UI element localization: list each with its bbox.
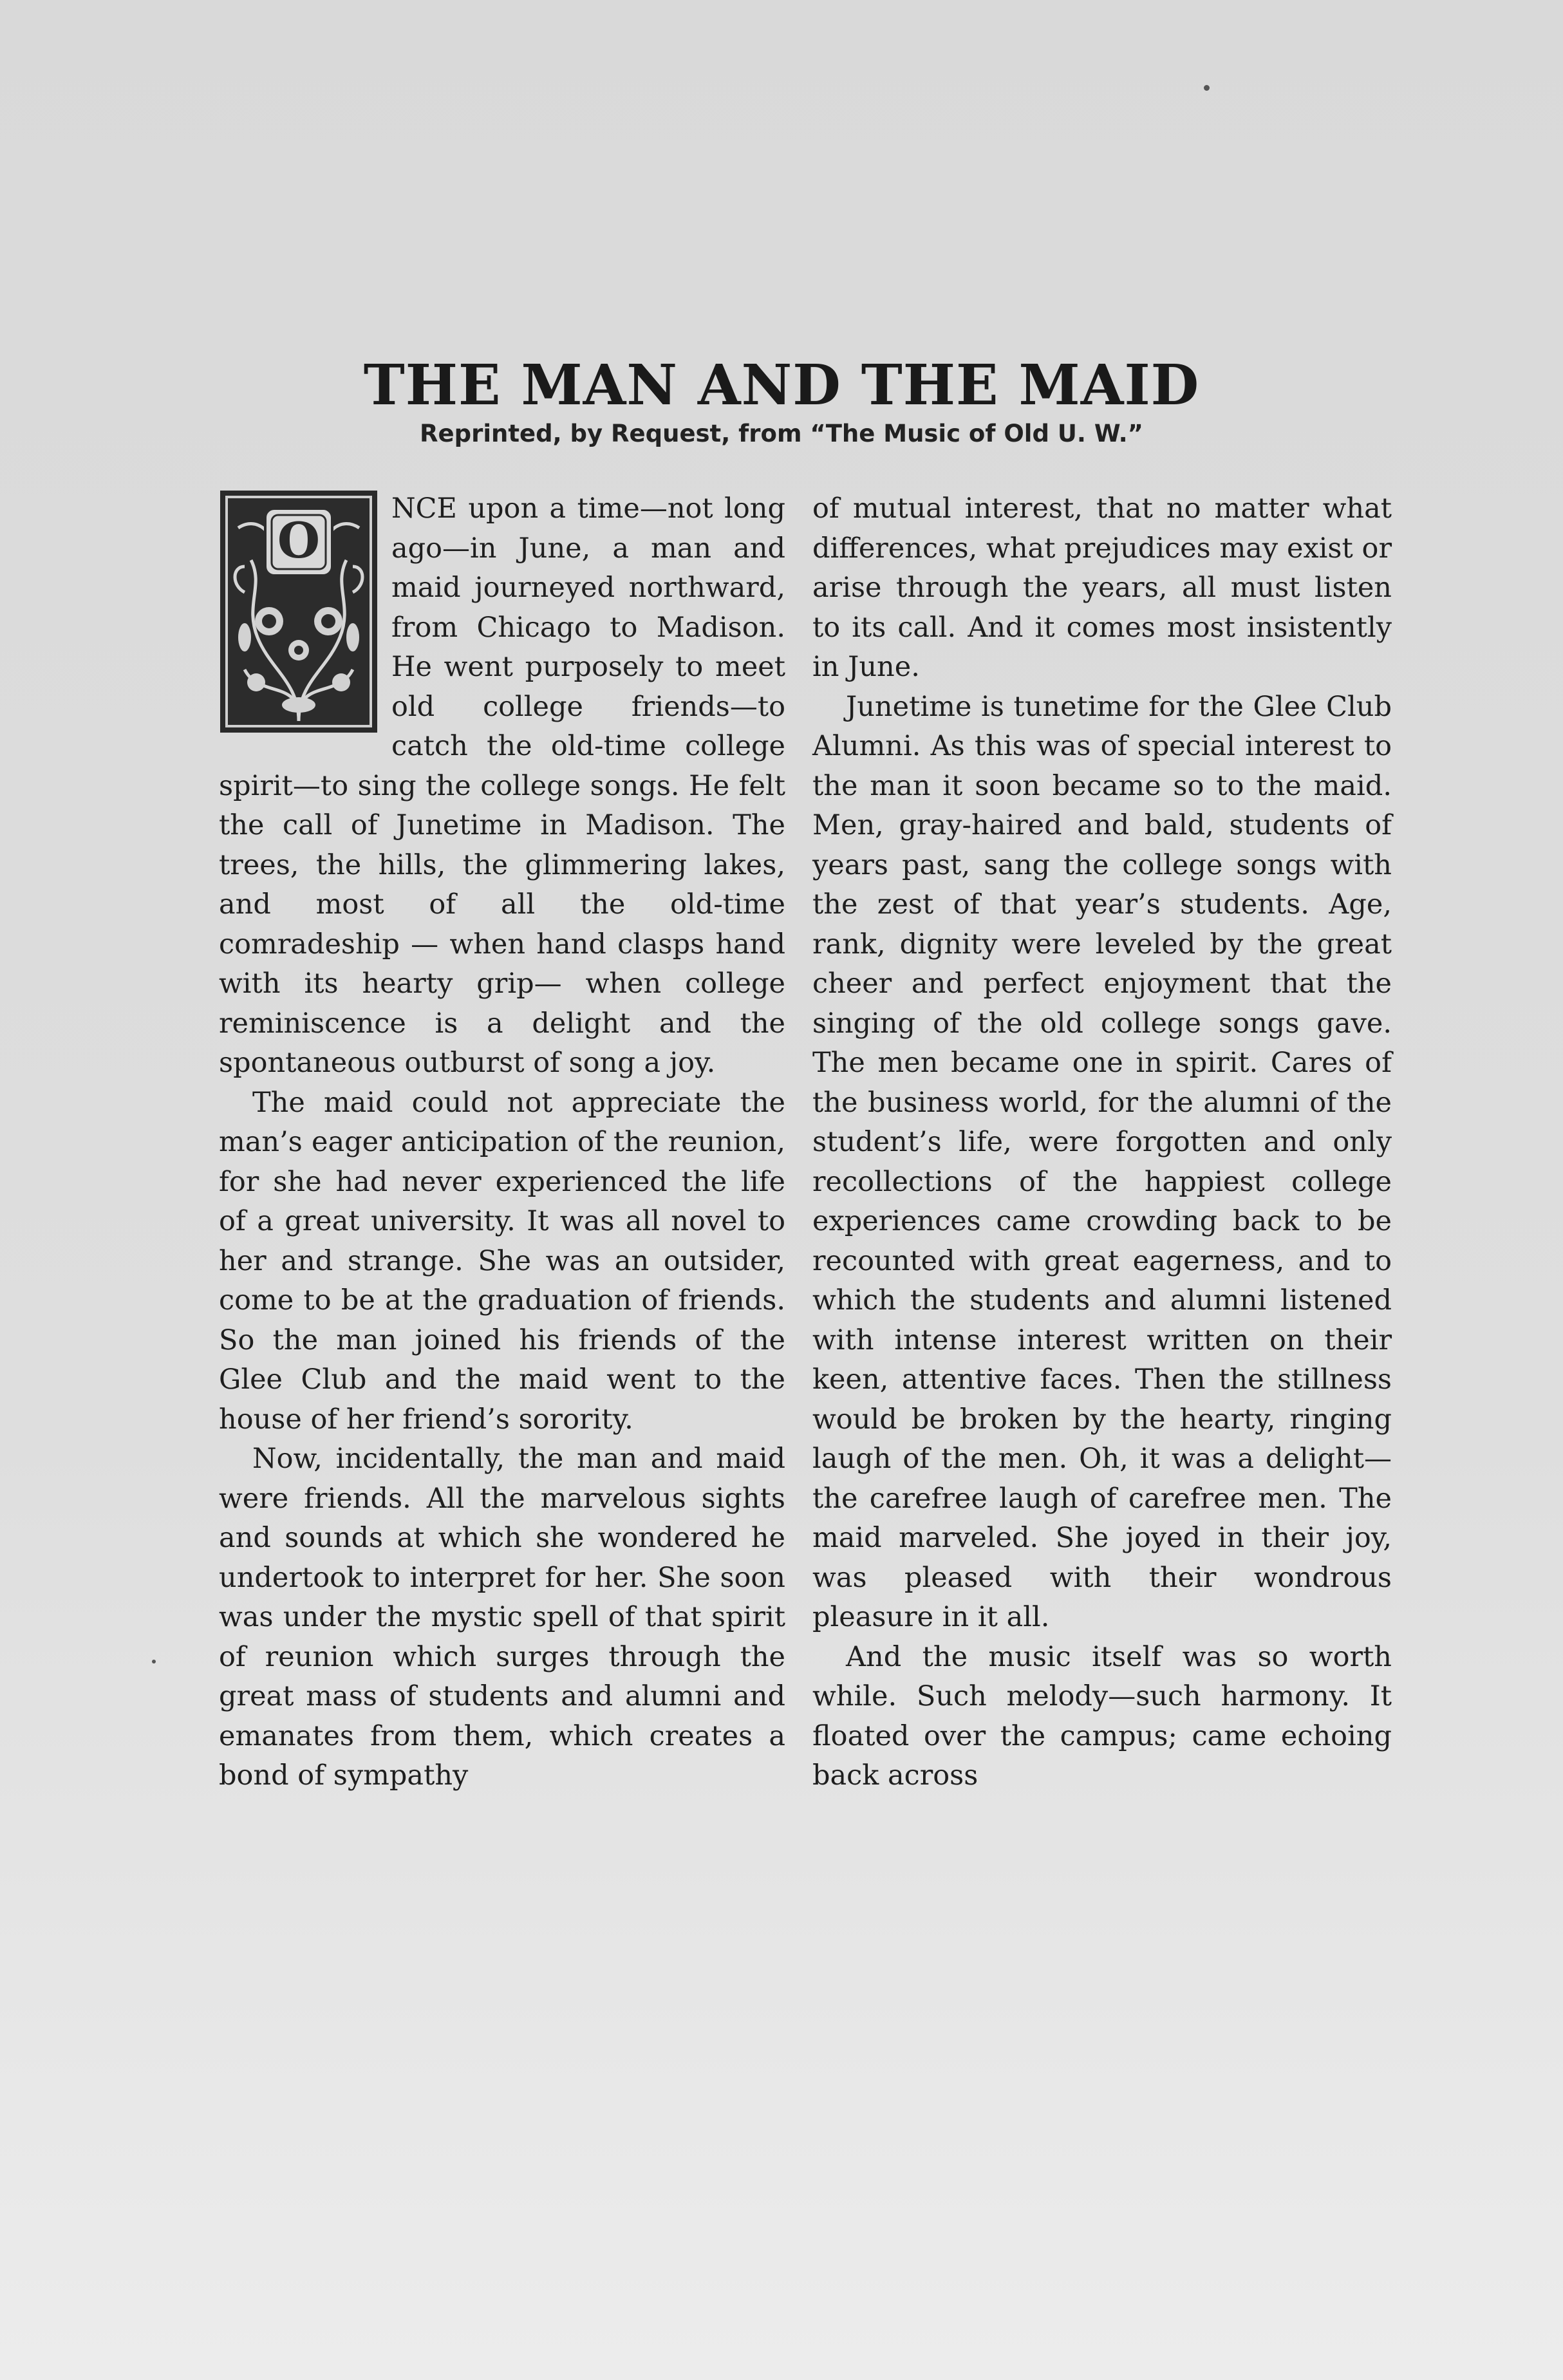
paper-speck [152,1660,156,1663]
floral-ornament-icon [219,489,379,734]
initial-letter: O [277,512,321,569]
left-paragraph-3: Now, incidentally, the man and maid were friends. All the marvelous sights and sounds at which she wondered he undertook to interpret for her. She soon was under the mystic spell of that spirit of reunion which surges through the great mass of students and alumni and emanates from them, which creates a bond of sympathy [219,1443,785,1792]
left-paragraph-1: NCE upon a time—not long ago—in June, a man and maid journeyed northward, from Chicago to Madison. He went purposely to meet old college friends—to catch the old-time college spirit—to sing the college songs. He felt the call of Junetime in Madison. The trees, the hills, the glimmering lakes, and most of all the old-time comradeship — when hand clasps hand with its hearty grip— when college reminiscence is a delight and the spontaneous outburst of song a joy. [219,492,785,1079]
article-subtitle: Reprinted, by Request, from “The Music of Old U. W.” [420,420,1143,447]
left-paragraph-2: The maid could not appreciate the man’s eager anticipation of the reunion, for she had never experienced the life of a great university. It was all novel to her and strange. She was an outsider, come to be at the graduation of friends. So the man joined his friends of the Glee Club and the maid went to the house of her friend’s sorority. [219,1086,785,1436]
left-column [219,489,785,1796]
ornamental-initial [219,489,379,734]
right-paragraph-3: And the music itself was so worth while. Such melody—such harmony. It floated over the campus; came echoing back across [812,1640,1392,1792]
paper-speck [1204,85,1210,91]
right-column [812,489,1392,1796]
right-paragraph-1: of mutual interest, that no matter what differences, what prejudices may exist or arise through the years, all must listen to its call. And it comes most insistently in June. [812,492,1392,683]
right-paragraph-2: Junetime is tunetime for the Glee Club Alumni. As this was of special interest to the man it soon became so to the maid. Men, gray-haired and bald, students of years past, sang the college songs with the zest of that year’s students. Age, rank, dignity were leveled by the great cheer and perfect enjoyment that the singing of the old college songs gave. The men became one in spirit. Cares of the business world, for the alumni of the student’s life, were forgotten and only recollections of the happiest college experiences came crowding back to be recounted with great eagerness, and to which the students and alumni listened with intense interest written on their keen, attentive faces. Then the stillness would be broken by the hearty, ringing laugh of the men. Oh, it was a delight—the carefree laugh of carefree men. The maid marveled. She joyed in their joy, was pleased with their wondrous pleasure in it all. [812,690,1392,1633]
article-title: THE MAN AND THE MAID [363,353,1200,418]
